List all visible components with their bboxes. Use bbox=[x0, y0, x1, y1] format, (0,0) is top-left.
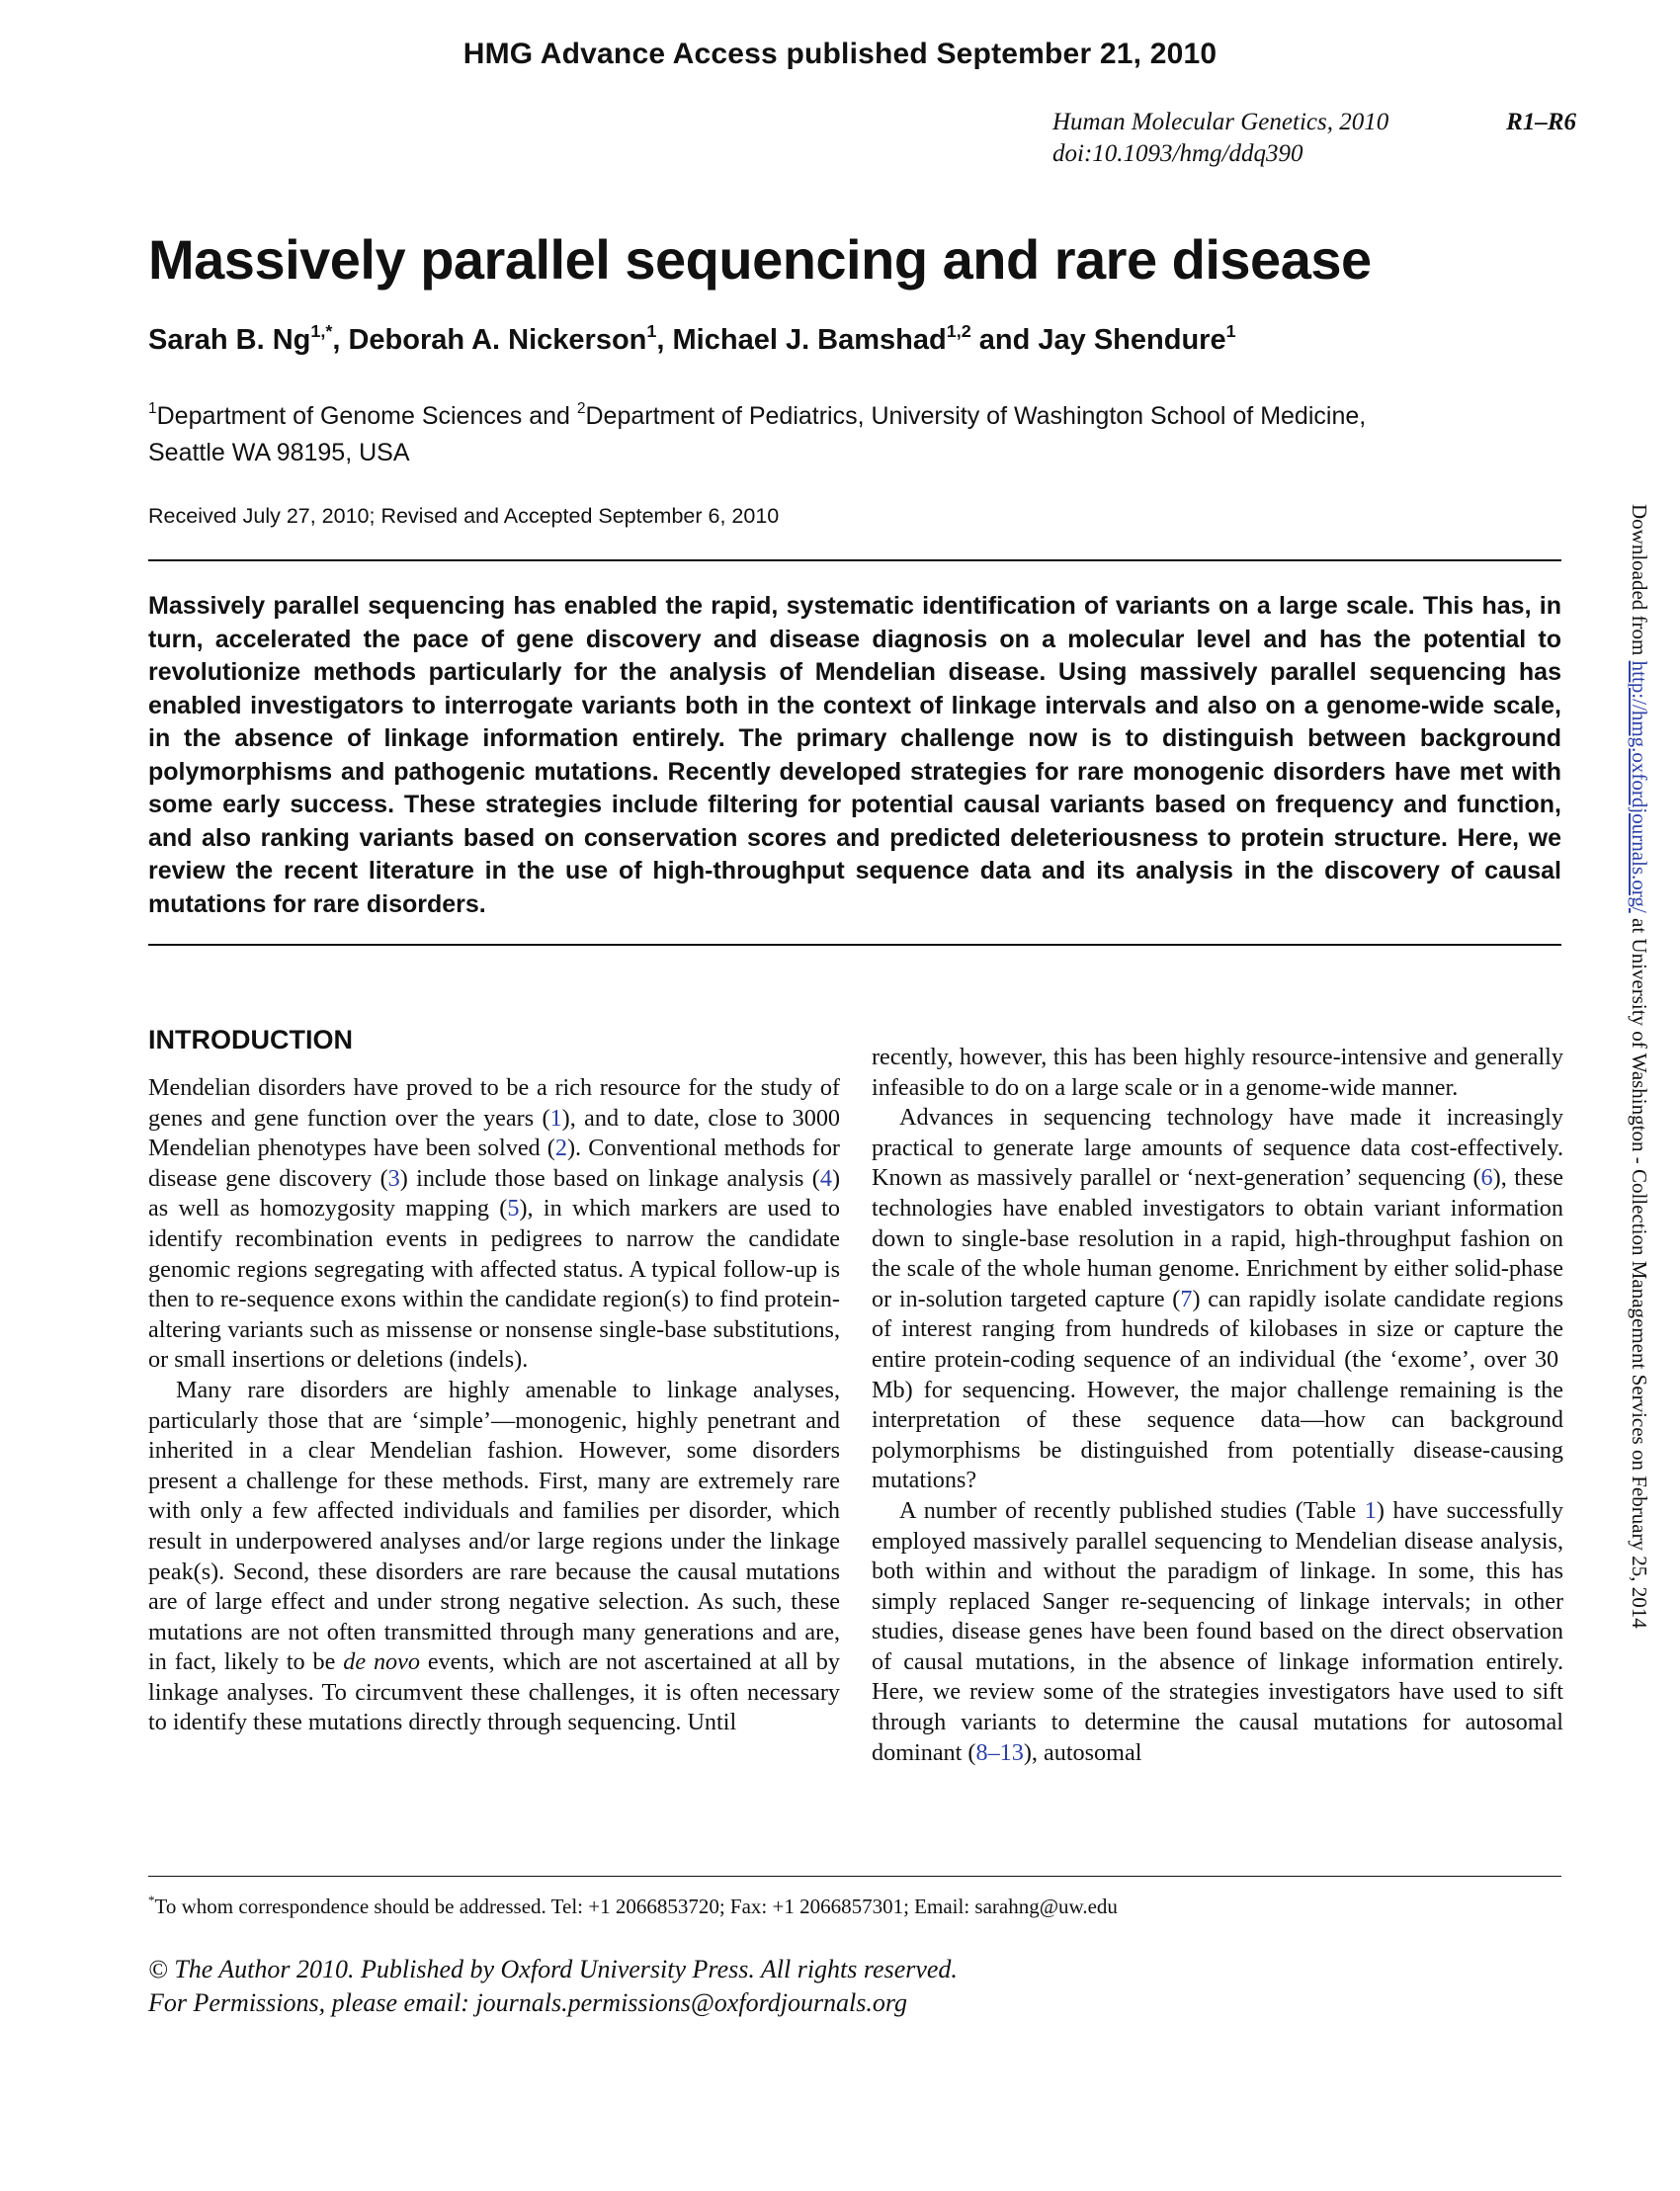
author-name: Jay Shendure bbox=[1038, 324, 1226, 356]
author-name: Sarah B. Ng bbox=[148, 324, 311, 356]
author-affiliation-marker: 1 bbox=[646, 320, 657, 341]
reference-link[interactable]: 2 bbox=[554, 1135, 567, 1162]
affiliation-part-2: Department of Pediatrics, University of Washington School of Medicine, bbox=[585, 402, 1367, 430]
journal-citation bbox=[1052, 107, 1576, 170]
text-run: ), in which markers are used to identify recombination events in pedigrees to narrow the candidate genomic regions segregating with affected status. A typical follow-up is then to re-sequence exons within the candidate region(s) to find protein-altering variants such as missense or nonsense single-base substitutions, or small insertions or deletions (indels). bbox=[148, 1195, 840, 1374]
reference-link[interactable]: 8–13 bbox=[975, 1738, 1024, 1766]
emphasized-text: de novo bbox=[343, 1648, 420, 1676]
abstract: Massively parallel sequencing has enabled the rapid, systematic identification of variants on a large scale. This has, in turn, accelerated the pace of gene discovery and disease diagnosis on a molecular level and has the potential to revolutionize methods particularly for the analysis of Mendelian disease. Using massively parallel sequencing has enabled investigators to interrogate variants both in the context of linkage intervals and also on a genome-wide scale, in the absence of linkage information entirely. The primary challenge now is to distinguish between background polymorphisms and pathogenic mutations. Recently developed strategies for rare monogenic disorders have met with some early success. These strategies include filtering for potential causal variants based on frequency and function, and also ranking variants based on conservation scores and predicted deleteriousness to protein structure. Here, we review the recent literature in the use of high-throughput sequence data and its analysis in the discovery of causal mutations for rare disorders. bbox=[148, 592, 1561, 918]
text-run: ) have successfully employed massively parallel sequencing to Mendelian disease analysis, both within and without the paradigm of linkage. In some, this has simply replaced Sanger re-sequencing of linkage intervals; in other studies, disease genes have been found based on the direct observation of causal mutations, in the absence of linkage information entirely. Here, we review some of the strategies investigators have used to sift through variants to determine the causal mutations for autosomal dominant ( bbox=[872, 1496, 1563, 1766]
body-column-right bbox=[872, 1043, 1563, 1768]
footnote-text: To whom correspondence should be addressed. Tel: +1 2066853720; Fax: +1 2066857301; Email: sarahng@uw.edu bbox=[154, 1895, 1118, 1918]
author-separator: and bbox=[970, 324, 1039, 356]
permissions-line: For Permissions, please email: journals.permissions@oxfordjournals.org bbox=[148, 1988, 908, 2017]
received-dates: Received July 27, 2010; Revised and Accepted September 6, 2010 bbox=[148, 504, 780, 528]
correspondence-footnote bbox=[148, 1892, 1118, 1919]
download-prefix: Downloaded from bbox=[1628, 504, 1651, 661]
text-run: ) include those based on linkage analysis ( bbox=[399, 1164, 820, 1192]
text-run: ). Conventional methods for disease gene discovery ( bbox=[148, 1135, 840, 1192]
reference-link[interactable]: 6 bbox=[1480, 1164, 1493, 1192]
text-run: A number of recently published studies (Table bbox=[899, 1496, 1365, 1524]
affiliation-marker-2: 2 bbox=[576, 400, 586, 418]
section-heading-introduction: INTRODUCTION bbox=[148, 1025, 353, 1054]
author-name: Deborah A. Nickerson bbox=[348, 324, 647, 356]
reference-link[interactable]: 1 bbox=[549, 1104, 562, 1132]
body-paragraph bbox=[872, 1496, 1563, 1768]
author-separator: , bbox=[656, 324, 673, 356]
footnote-marker: * bbox=[148, 1892, 155, 1907]
body-paragraph bbox=[872, 1103, 1563, 1496]
reference-link[interactable]: 4 bbox=[819, 1164, 832, 1192]
author-affiliation-marker: 1,* bbox=[310, 320, 333, 341]
body-paragraph bbox=[872, 1043, 1563, 1103]
reference-link[interactable]: 5 bbox=[507, 1195, 520, 1222]
text-run: ) can rapidly isolate candidate regions of interest ranging from hundreds of kilobases in size or capture the entire protein-coding sequence of an individual (the ‘exome’, over 30 Mb) for sequencing. However, the major challenge remaining is the interpretation of these sequence data—how can background polymorphisms be distinguished from potentially disease-causing mutations? bbox=[872, 1285, 1564, 1494]
affiliation bbox=[148, 398, 1552, 471]
text-run: Advances in sequencing technology have made it increasingly practical to generate large amounts of sequence data cost-effectively. Known as massively parallel or ‘next-generation’ sequencing ( bbox=[872, 1104, 1563, 1192]
download-suffix: at University of Washington - Collection Management Services on February 25, 2014 bbox=[1628, 912, 1651, 1629]
affiliation-marker-1: 1 bbox=[148, 400, 157, 418]
affiliation-part-1: Department of Genome Sciences and bbox=[156, 402, 577, 430]
text-run: ), these technologies have enabled investigators to obtain variant information down to single-base resolution in a rapid, high-throughput fashion on the scale of the whole human genome. Enrichment by either solid-phase or in-solution targeted capture ( bbox=[872, 1164, 1563, 1312]
author-list bbox=[148, 320, 1236, 357]
advance-access-banner: HMG Advance Access published September 21, 2010 bbox=[462, 38, 1218, 70]
author-separator: , bbox=[332, 324, 349, 356]
download-watermark bbox=[1627, 504, 1651, 1629]
author-affiliation-marker: 1 bbox=[1225, 320, 1236, 341]
page-range: R1–R6 bbox=[1506, 109, 1576, 135]
text-run: Many rare disorders are highly amenable to linkage analyses, particularly those that are ‘simple’—monogenic, highly penetrant and inherited in a clear Mendelian fashion. However, some disorders present a challenge for these methods. First, many are extremely rare with only a few affected individuals and families per disorder, which result in underpowered analyses and/or large regions under the linkage peak(s). Second, these disorders are rare because the causal mutations are of large effect and under strong negative selection. As such, these mutations are not often transmitted through many generations and are, in fact, likely to be bbox=[148, 1376, 840, 1676]
affiliation-address: Seattle WA 98195, USA bbox=[148, 439, 410, 466]
text-run: Mendelian disorders have proved to be a rich resource for the study of genes and gene function over the years ( bbox=[148, 1074, 840, 1132]
body-paragraph bbox=[148, 1073, 840, 1376]
doi-link[interactable]: doi:10.1093/hmg/ddq390 bbox=[1052, 140, 1303, 167]
copyright-line: © The Author 2010. Published by Oxford University Press. All rights reserved. bbox=[148, 1955, 958, 1983]
article-title: Massively parallel sequencing and rare disease bbox=[148, 228, 1372, 291]
body-column-left bbox=[148, 1073, 840, 1738]
reference-link[interactable]: 3 bbox=[387, 1164, 400, 1192]
footnote-rule bbox=[148, 1876, 1561, 1877]
text-run: ) as well as homozygosity mapping ( bbox=[148, 1164, 841, 1222]
text-run: ), autosomal bbox=[1023, 1738, 1142, 1766]
body-paragraph bbox=[148, 1376, 840, 1738]
text-run: recently, however, this has been highly resource-intensive and generally infeasible to do on a large scale or in a genome-wide manner. bbox=[872, 1044, 1563, 1101]
text-run: ), and to date, close to 3000 Mendelian phenotypes have been solved ( bbox=[148, 1104, 841, 1162]
reference-link[interactable]: 7 bbox=[1180, 1285, 1193, 1312]
journal-name: Human Molecular Genetics, 2010 bbox=[1052, 109, 1389, 135]
copyright-notice bbox=[148, 1953, 958, 2020]
journal-site-link[interactable]: http://hmg.oxfordjournals.org/ bbox=[1628, 660, 1651, 913]
author-affiliation-marker: 1,2 bbox=[946, 320, 971, 341]
abstract-bottom-rule bbox=[148, 944, 1561, 946]
text-run: events, which are not ascertained at all by linkage analyses. To circumvent these challenges, it is often necessary to identify these mutations directly through sequencing. Until bbox=[148, 1648, 840, 1736]
abstract-top-rule bbox=[148, 559, 1561, 561]
author-name: Michael J. Bamshad bbox=[672, 324, 947, 356]
reference-link[interactable]: 1 bbox=[1364, 1496, 1377, 1524]
